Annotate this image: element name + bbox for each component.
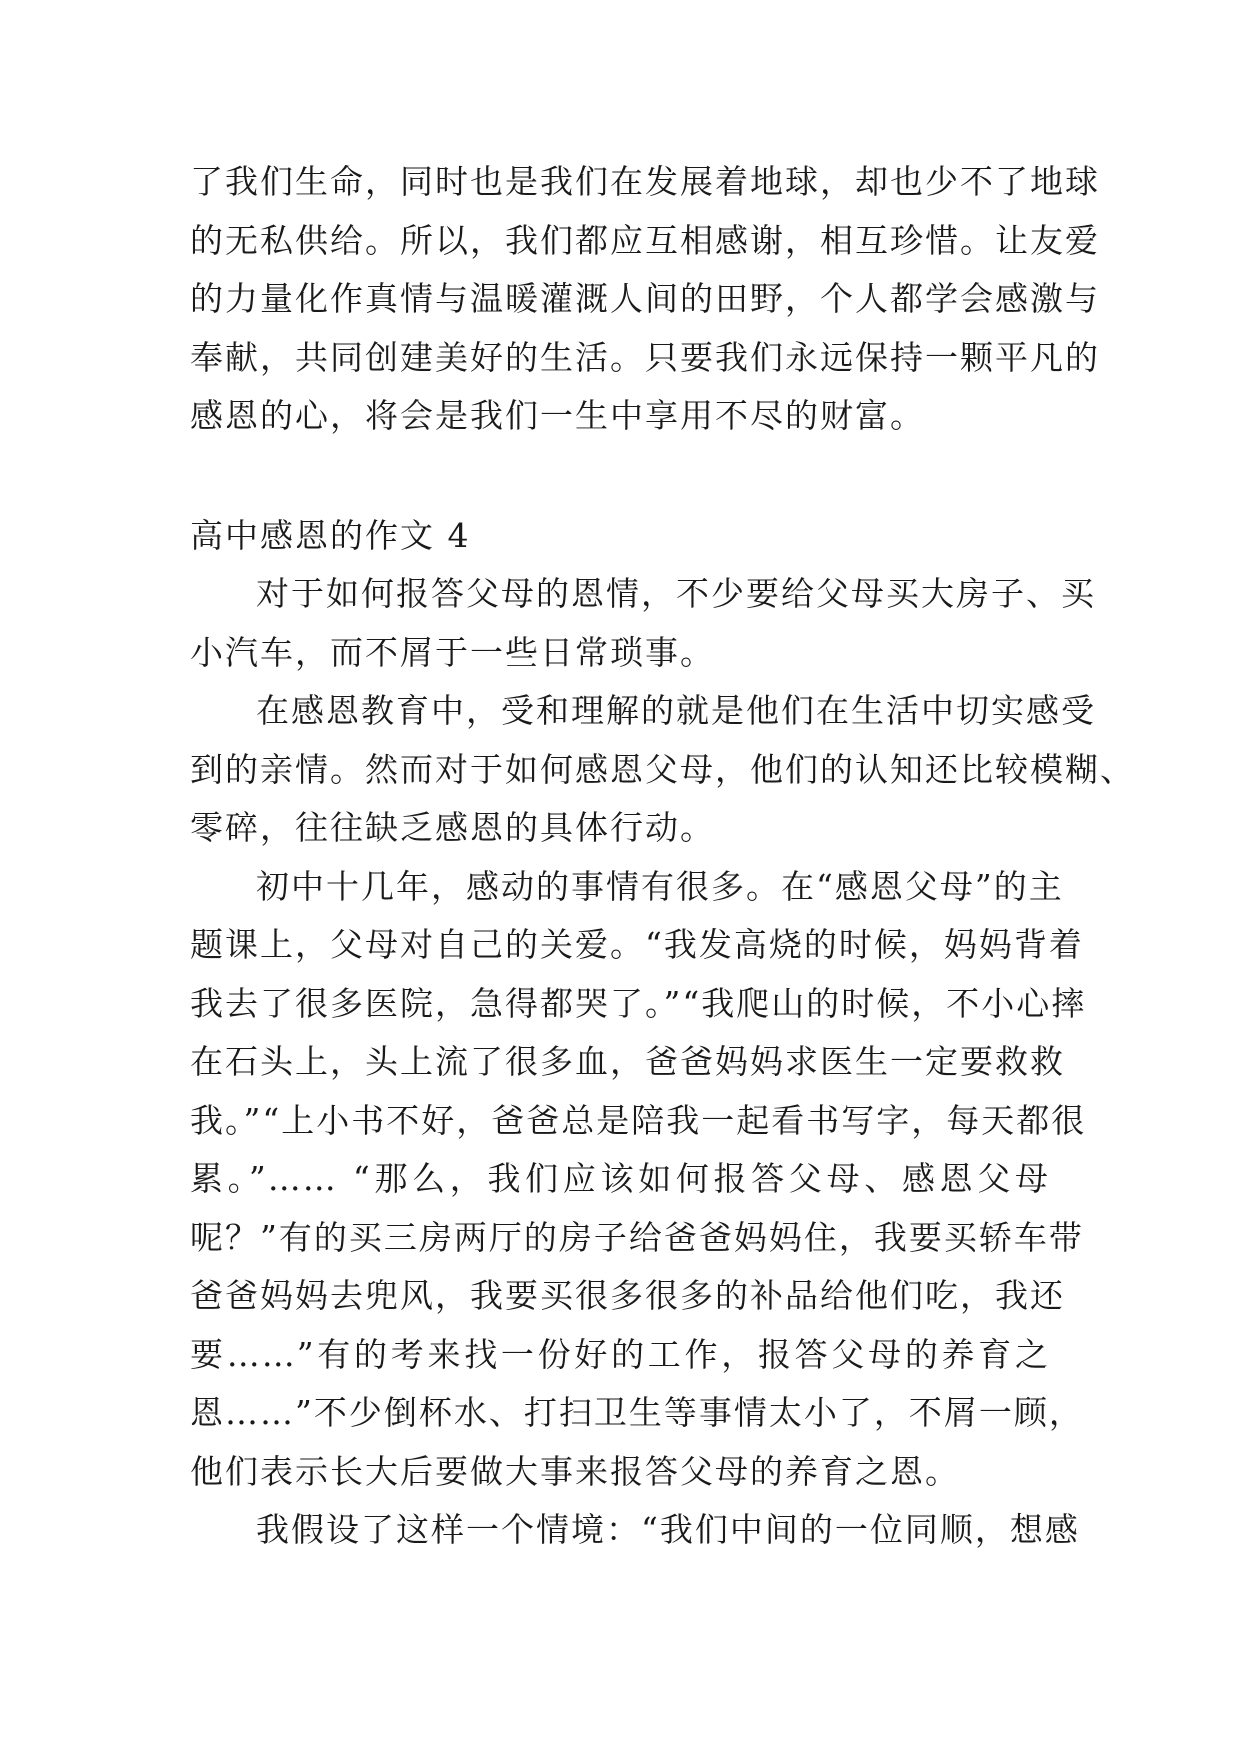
- text-line: 题课上，父母对自己的关爱。“我发高烧的时候，妈妈背着: [190, 925, 1084, 964]
- document-body: [190, 153, 1135, 1560]
- text-line: 呢？”有的买三房两厅的房子给爸爸妈妈住，我要买轿车带: [190, 1217, 1084, 1257]
- text-line: 小汽车，而不屑于一些日常琐事。: [190, 632, 715, 672]
- section-heading: 高中感恩的作文 4: [190, 515, 471, 555]
- text-line: 我去了很多医院，急得都哭了。”“我爬山的时候，不小心摔: [190, 983, 1087, 1023]
- text-line: 我。”“上小书不好，爸爸总是陪我一起看书写字，每天都很: [190, 1100, 1087, 1140]
- text-line: 累。”…… “那么，我们应该如何报答父母、感恩父母: [190, 1159, 1050, 1198]
- text-line: 我假设了这样一个情境：“我们中间的一位同顺，想感: [256, 1510, 1080, 1549]
- paragraph-3: [190, 858, 1087, 1502]
- text-line: 感恩的心，将会是我们一生中享用不尽的财富。: [190, 396, 925, 435]
- text-line: 在石头上，头上流了很多血，爸爸妈妈求医生一定要救救: [190, 1042, 1065, 1081]
- text-line: 奉献，共同创建美好的生活。只要我们永远保持一颗平凡的: [190, 337, 1100, 377]
- text-line: 他们表示长大后要做大事来报答父母的养育之恩。: [190, 1451, 960, 1491]
- text-line: 恩……”不少倒杯水、打扫卫生等事情太小了，不屑一顾，: [190, 1393, 1084, 1432]
- text-line: 的无私供给。所以，我们都应互相感谢，相互珍惜。让友爱: [190, 220, 1100, 260]
- paragraph-2: [190, 682, 1135, 858]
- text-line: 对于如何报答父母的恩情，不少要给父母买大房子、买: [256, 574, 1096, 613]
- text-line: 爸爸妈妈去兜风，我要买很多很多的补品给他们吃，我还: [190, 1276, 1065, 1315]
- paragraph-1: [190, 565, 1096, 682]
- text-line: 到的亲情。然而对于如何感恩父母，他们的认知还比较模糊、: [190, 749, 1135, 789]
- text-line: 了我们生命，同时也是我们在发展着地球，却也少不了地球: [190, 162, 1100, 201]
- text-line: 在感恩教育中，受和理解的就是他们在生活中切实感受: [256, 691, 1096, 730]
- text-line: 的力量化作真情与温暖灌溉人间的田野，个人都学会感激与: [190, 279, 1100, 318]
- text-line: 零碎，往往缺乏感恩的具体行动。: [190, 808, 715, 847]
- text-line: 要……”有的考来找一份好的工作，报答父母的养育之: [190, 1334, 1050, 1374]
- paragraph-continued: [190, 153, 1100, 446]
- paragraph-4: [190, 1501, 1080, 1560]
- section-gap: [190, 446, 1050, 507]
- text-line: 初中十几年，感动的事情有很多。在“感恩父母”的主: [256, 866, 1064, 906]
